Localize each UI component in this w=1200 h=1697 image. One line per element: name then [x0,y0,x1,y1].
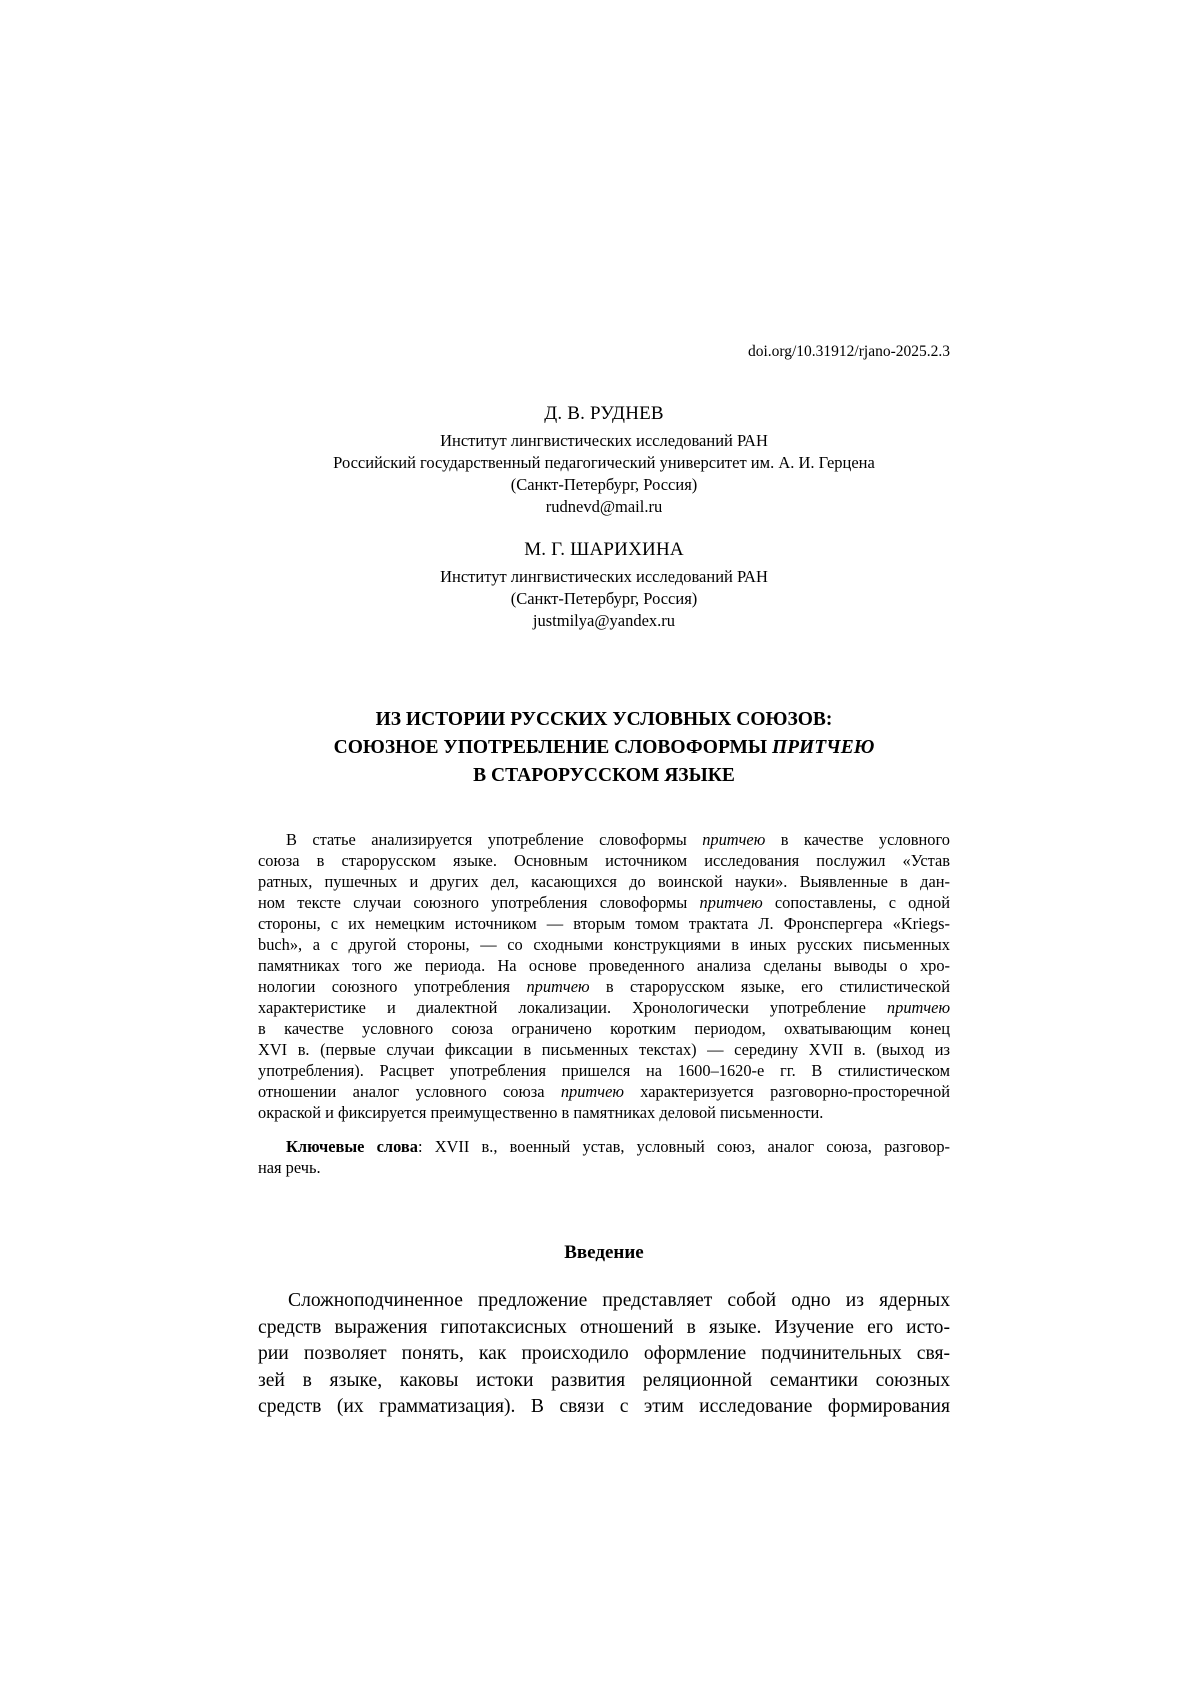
affiliation-line: Институт лингвистических исследований РАН [440,431,768,450]
abstract-text: нологии союзного употребления [258,977,527,996]
body-line: Сложноподчиненное предложение представляет собой одно из ядерных [288,1290,950,1311]
abstract-line: окраской и фиксируется преимущественно в памятниках деловой письменности. [258,1103,824,1122]
author-email[interactable]: rudnevd@mail.ru [545,497,663,516]
italic-term: притчею [526,977,590,996]
abstract-line [258,997,950,1018]
affiliation-line: (Санкт-Петербург, Россия) [510,589,698,608]
italic-term: притчею [560,1082,624,1101]
abstract-line: союза в старорусском языке. Основным источником исследования послужил «Устав [258,851,950,870]
keywords [258,1136,950,1178]
abstract-line: памятниках того же периода. На основе проведенного анализа сделаны выводы о хро- [258,956,950,975]
body-line: зей в языке, каковы истоки развития реляционной семантики союзных [258,1369,950,1391]
author-affiliation [258,566,950,632]
doi-link[interactable]: doi.org/10.31912/rjano-2025.2.3 [747,343,950,360]
abstract-line: стороны, с их немецким источником — вторым томом трактата Л. Фронспергера «Kriegs- [258,914,950,933]
author-email[interactable]: justmilya@yandex.ru [532,611,676,630]
abstract-text: характеризуется разговорно-просторечной [623,1082,950,1101]
abstract-text: В статье анализируется употребление словоформы [286,830,703,849]
keywords-label: Ключевые слова [286,1137,418,1156]
affiliation-line: (Санкт-Петербург, Россия) [510,475,698,494]
italic-term: притчею [886,998,950,1017]
article-title [258,706,950,790]
affiliation-line: Институт лингвистических исследований РАН [440,567,768,586]
abstract-line: в качестве условного союза ограничено коротким периодом, охватывающим конец [258,1019,950,1038]
body-line: средств (их грамматизация). В связи с этим исследование формирования [258,1396,950,1417]
italic-term: притчею [699,893,763,912]
author-name: М. Г. ШАРИХИНА [524,539,684,560]
title-text: СОЮЗНОЕ УПОТРЕБЛЕНИЕ СЛОВОФОРМЫ [333,737,772,758]
section-heading: Введение [564,1242,644,1263]
title-line: В СТАРОРУССКОМ ЯЗЫКЕ [473,765,735,786]
abstract-line [258,829,950,850]
author-name: Д. В. РУДНЕВ [544,403,664,424]
abstract-text: отношении аналог условного союза [258,1082,561,1101]
abstract-line [258,976,950,997]
title-line: ИЗ ИСТОРИИ РУССКИХ УСЛОВНЫХ СОЮЗОВ: [375,709,833,730]
abstract-line: ратных, пушечных и других дел, касающихся до воинской науки». Выявленные в дан- [258,872,950,891]
abstract-line: buch», а с другой стороны, — со сходными конструкциями в иных русских письменных [258,935,950,954]
keywords-line [258,1136,950,1157]
abstract-text: в качестве условного [765,830,950,849]
author-affiliation [258,430,950,518]
abstract-line: XVI в. (первые случаи фиксации в письменных текстах) — середину XVII в. (выход из [258,1040,950,1059]
abstract-text: сопоставлены, с одной [762,893,950,912]
keywords-text: : XVII в., военный устав, условный союз, аналог союза, разговор- [417,1137,951,1156]
affiliation-line: Российский государственный педагогический университет им. А. И. Герцена [333,453,875,472]
title-italic-word: ПРИТЧЕЮ [771,737,875,758]
body-line: средств выражения гипотаксисных отношений в языке. Изучение его исто- [258,1316,950,1338]
italic-term: притчею [702,830,766,849]
abstract-text: в старорусском языке, его стилистической [589,977,950,996]
title-line [258,734,950,762]
abstract-text: характеристике и диалектной локализации. Хронологически употребление [258,998,887,1017]
abstract-line [258,1081,950,1102]
keywords-line: ная речь. [258,1158,321,1177]
abstract [258,829,950,1123]
abstract-line: употребления). Расцвет употребления пришелся на 1600–1620-е гг. В стилистическом [258,1061,950,1080]
abstract-line [258,892,950,913]
body-paragraph [258,1288,950,1421]
body-line: рии позволяет понять, как происходило оформление подчинительных свя- [258,1343,950,1364]
abstract-text: ном тексте случаи союзного употребления словоформы [258,893,700,912]
